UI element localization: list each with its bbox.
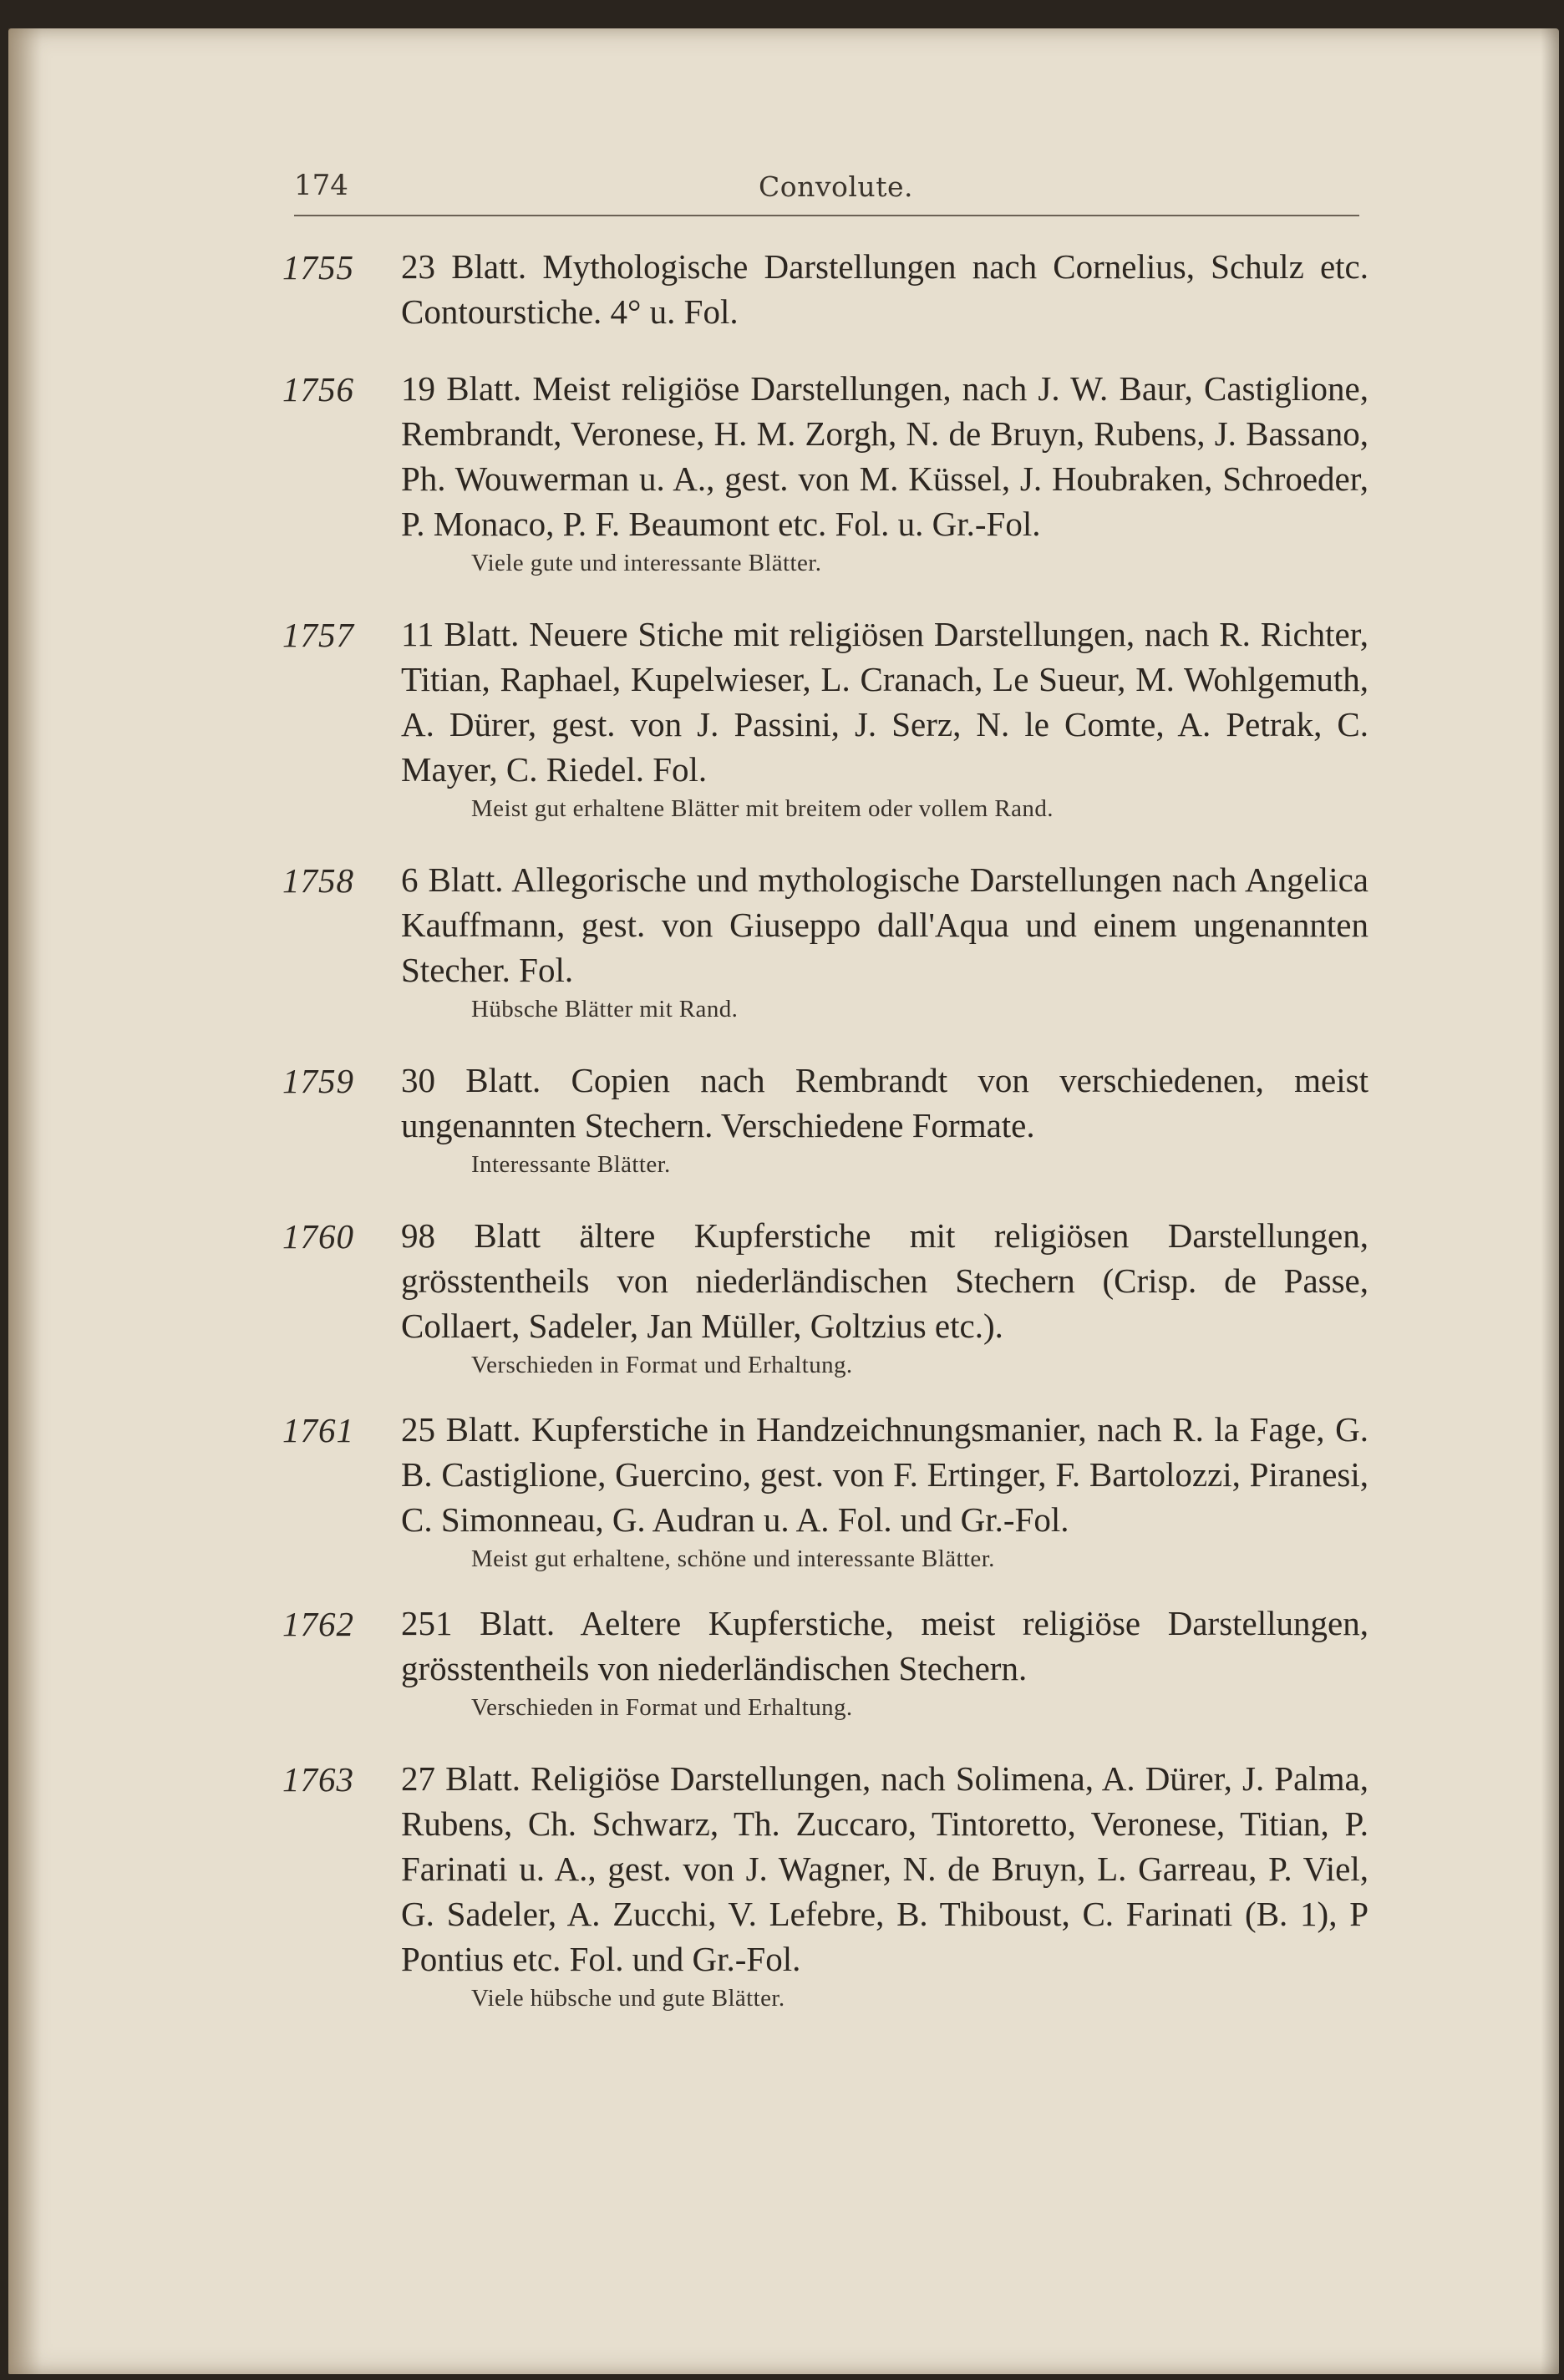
catalogue-entry [282, 1049, 1368, 1181]
lot-number: 1763 [282, 1760, 354, 1799]
lot-number: 1760 [282, 1217, 354, 1256]
lot-note: Verschieden in Format und Erhaltung. [471, 1694, 853, 1721]
lot-number: 1758 [282, 861, 354, 900]
lot-description: 27 Blatt. Religiöse Darstellungen, nach Solimena, A. Dürer, J. Palma, Rubens, Ch. Schwarz, Th. Zuccaro, Tintoretto, Veronese, Titian, P. Farinati u. A., gest. von J. Wagner, N. de Bruyn, L. Garreau, P. Viel, G. Sadeler, A. Zucchi, V. Lefebre, B. Thiboust, C. Farinati (B. 1), P Pontius etc. Fol. und Gr.-Fol. [401, 1759, 1368, 1978]
catalogue-entry [282, 358, 1368, 580]
lot-description: 98 Blatt ältere Kupferstiche mit religiösen Darstellungen, grösstentheils von niederländischen Stechern (Crisp. de Passe, Collaert, Sadeler, Jan Müller, Goltzius etc.). [401, 1216, 1368, 1345]
lot-description: 6 Blatt. Allegorische und mythologische Darstellungen nach Angelica Kauffmann, gest. von Giuseppo dall'Aqua und einem ungenannten Stecher. Fol. [401, 860, 1368, 989]
page-number: 174 [294, 169, 348, 202]
lot-note: Meist gut erhaltene, schöne und interessante Blätter. [471, 1545, 995, 1572]
lot-number: 1756 [282, 370, 354, 409]
catalogue-entry [282, 236, 1368, 334]
catalogue-entry [282, 1398, 1368, 1576]
lot-description: 30 Blatt. Copien nach Rembrandt von verschiedenen, meist ungenannten Stechern. Verschiedene Formate. [401, 1061, 1368, 1144]
catalogue-entry [282, 1592, 1368, 1724]
lot-note: Interessante Blätter. [471, 1151, 671, 1178]
catalogue-entry [282, 1748, 1368, 2015]
catalogue-entry [282, 1205, 1368, 1382]
page-header [294, 162, 1359, 214]
lot-number: 1755 [282, 248, 354, 287]
lot-number: 1759 [282, 1062, 354, 1100]
lot-description: 19 Blatt. Meist religiöse Darstellungen, nach J. W. Baur, Castiglione, Rembrandt, Veronese, H. M. Zorgh, N. de Bruyn, Rubens, J. Bassano, Ph. Wouwerman u. A., gest. von M. Küssel, J. Houbraken, Schroeder, P. Monaco, P. F. Beaumont etc. Fol. u. Gr.-Fol. [401, 369, 1368, 543]
lot-description: 251 Blatt. Aeltere Kupferstiche, meist religiöse Darstellungen, grösstentheils von niederländischen Stechern. [401, 1604, 1368, 1687]
lot-note: Hübsche Blätter mit Rand. [471, 996, 739, 1023]
lot-note: Verschieden in Format und Erhaltung. [471, 1352, 853, 1378]
lot-description: 23 Blatt. Mythologische Darstellungen nach Cornelius, Schulz etc. Contourstiche. 4° u. Fol. [401, 247, 1368, 331]
catalogue-entries [282, 236, 1368, 2015]
lot-note: Viele hübsche und gute Blätter. [471, 1985, 785, 2012]
lot-description: 11 Blatt. Neuere Stiche mit religiösen Darstellungen, nach R. Richter, Titian, Raphael, Kupelwieser, L. Cranach, Le Sueur, M. Wohlgemuth, A. Dürer, gest. von J. Passini, J. Serz, N. le Comte, A. Petrak, C. Mayer, C. Riedel. Fol. [401, 615, 1368, 789]
lot-description: 25 Blatt. Kupferstiche in Handzeichnungsmanier, nach R. la Fage, G. B. Castiglione, Guercino, gest. von F. Ertinger, F. Bartolozzi, Piranesi, C. Simonneau, G. Audran u. A. Fol. und Gr.-Fol. [401, 1410, 1368, 1539]
lot-number: 1757 [282, 616, 354, 654]
catalogue-entry [282, 849, 1368, 1026]
lot-number: 1762 [282, 1605, 354, 1643]
catalogue-entry [282, 603, 1368, 825]
lot-note: Meist gut erhaltene Blätter mit breitem oder vollem Rand. [471, 795, 1054, 822]
running-head: Convolute. [759, 170, 913, 203]
header-rule [294, 215, 1359, 216]
lot-number: 1761 [282, 1411, 354, 1449]
lot-note: Viele gute und interessante Blätter. [471, 550, 822, 576]
